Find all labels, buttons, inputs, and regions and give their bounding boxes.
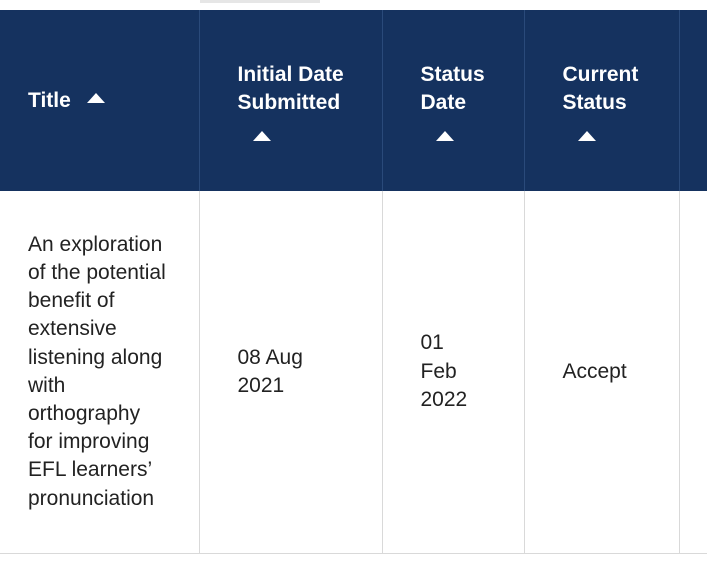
column-header-title-label: Title xyxy=(28,88,71,112)
initial-date-value: 08 Aug 2021 xyxy=(237,345,303,397)
column-header-current-status-label: Current Status xyxy=(562,62,639,114)
submissions-table xyxy=(0,10,707,554)
column-header-current-status[interactable] xyxy=(524,10,679,191)
clipped-text-remnant xyxy=(200,0,320,3)
status-date-value: 01 Feb 2022 xyxy=(420,331,468,411)
cell-title xyxy=(0,191,199,553)
sort-ascending-icon[interactable] xyxy=(253,131,271,141)
sort-ascending-icon[interactable] xyxy=(87,93,105,103)
column-header-status-date[interactable] xyxy=(382,10,524,191)
header-row xyxy=(0,10,707,191)
column-header-initial-date-submitted[interactable] xyxy=(199,10,382,191)
table-body xyxy=(0,191,707,553)
cell-initial-date xyxy=(199,191,382,553)
sort-ascending-icon[interactable] xyxy=(436,131,454,141)
cell-truncated xyxy=(679,191,707,553)
table-header xyxy=(0,10,707,191)
column-header-status-date-label: Status Date xyxy=(420,62,485,114)
cell-status-date xyxy=(382,191,524,553)
column-header-truncated xyxy=(679,10,707,191)
submission-title[interactable]: An exploration of the potential benefit of extensive listening along with orthography for improving EFL learners’ pronunciation xyxy=(28,232,166,510)
sort-ascending-icon[interactable] xyxy=(578,131,596,141)
current-status-value: Accept xyxy=(562,359,627,383)
cell-current-status xyxy=(524,191,679,553)
column-header-initial-date-label: Initial Date Submitted xyxy=(237,62,344,114)
top-edge xyxy=(0,0,707,10)
column-header-title[interactable] xyxy=(0,10,199,191)
table-row xyxy=(0,191,707,553)
